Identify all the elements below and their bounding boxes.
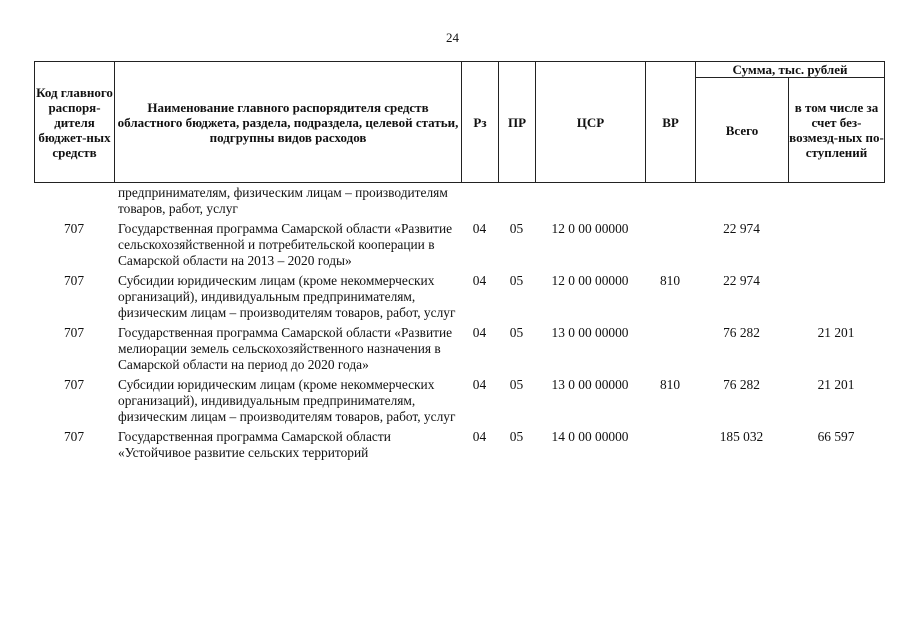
header-sum: Сумма, тыс. рублей — [696, 62, 885, 78]
header-total: Всего — [696, 78, 789, 183]
cell-csr: 13 0 00 00000 — [551, 325, 629, 340]
cell-csr: 12 0 00 00000 — [551, 221, 629, 236]
cell-name: Субсидии юридическим лицам (кроме некоммерческих организаций), индивидуальным предпринимателям, физическим лицам – производителям товаров, работ, услуг — [118, 273, 456, 320]
cell-name: Государственная программа Самарской области «Устойчивое развитие сельских территорий — [118, 429, 391, 460]
table-row — [34, 429, 884, 461]
cell-free: 21 201 — [817, 377, 855, 392]
header-rz: Рз — [462, 62, 499, 183]
cell-pr: 05 — [509, 325, 524, 340]
cell-name: предпринимателям, физическим лицам – производителям товаров, работ, услуг — [118, 185, 448, 216]
cell-rz: 04 — [472, 429, 487, 444]
cell-code: 707 — [63, 325, 85, 340]
table-body — [34, 185, 884, 461]
table-row — [34, 325, 884, 377]
cell-total: 22 974 — [723, 273, 760, 288]
cell-code: 707 — [63, 221, 85, 236]
cell-free — [788, 273, 884, 325]
table-row — [34, 185, 884, 221]
cell-name: Субсидии юридическим лицам (кроме некоммерческих организаций), индивидуальным предпринимателям, физическим лицам – производителям товаров, работ, услуг — [118, 377, 456, 424]
cell-name: Государственная программа Самарской области «Развитие мелиорации земель сельскохозяйственного назначения в Самарской области на период до 2020 года» — [118, 325, 453, 372]
table-row — [34, 221, 884, 273]
cell-code: 707 — [63, 377, 85, 392]
cell-csr: 12 0 00 00000 — [551, 273, 629, 288]
cell-pr — [498, 185, 535, 221]
cell-free: 21 201 — [817, 325, 855, 340]
cell-rz: 04 — [472, 325, 487, 340]
cell-name: Государственная программа Самарской области «Развитие сельскохозяйственной и потребительской кооперации в Самарской области на 2013 – 2020 годы» — [118, 221, 453, 268]
cell-free — [788, 221, 884, 273]
table-row — [34, 273, 884, 325]
cell-csr: 13 0 00 00000 — [551, 377, 629, 392]
cell-total: 185 032 — [719, 429, 764, 444]
cell-code: 707 — [63, 429, 85, 444]
cell-vr — [645, 429, 695, 461]
header-code: Код главного распоря-дителя бюджет-ных средств — [35, 62, 115, 183]
cell-csr: 14 0 00 00000 — [551, 429, 629, 444]
cell-vr — [645, 325, 695, 377]
cell-total: 76 282 — [723, 377, 760, 392]
cell-csr — [535, 185, 645, 221]
cell-pr: 05 — [509, 377, 524, 392]
table-row — [34, 377, 884, 429]
cell-pr: 05 — [509, 429, 524, 444]
cell-code: 707 — [63, 273, 85, 288]
header-vr: ВР — [646, 62, 696, 183]
cell-rz: 04 — [472, 273, 487, 288]
cell-free — [788, 185, 884, 221]
cell-vr — [645, 185, 695, 221]
cell-pr: 05 — [509, 273, 524, 288]
cell-code — [34, 185, 114, 221]
cell-total — [695, 185, 788, 221]
cell-vr — [645, 221, 695, 273]
cell-rz: 04 — [472, 377, 487, 392]
cell-pr: 05 — [509, 221, 524, 236]
header-csr: ЦСР — [536, 62, 646, 183]
cell-vr: 810 — [659, 273, 681, 288]
cell-rz — [461, 185, 498, 221]
header-free: в том числе за счет без-возмезд-ных по-ступлений — [789, 78, 885, 183]
cell-rz: 04 — [472, 221, 487, 236]
header-pr: ПР — [499, 62, 536, 183]
cell-free: 66 597 — [817, 429, 855, 444]
cell-total: 22 974 — [723, 221, 760, 236]
cell-total: 76 282 — [723, 325, 760, 340]
table-header — [34, 61, 885, 183]
header-name: Наименование главного распорядителя средств областного бюджета, раздела, подраздела, целевой статьи, подгрупны видов расходов — [115, 62, 462, 183]
cell-vr: 810 — [659, 377, 681, 392]
page-number: 24 — [446, 30, 459, 45]
